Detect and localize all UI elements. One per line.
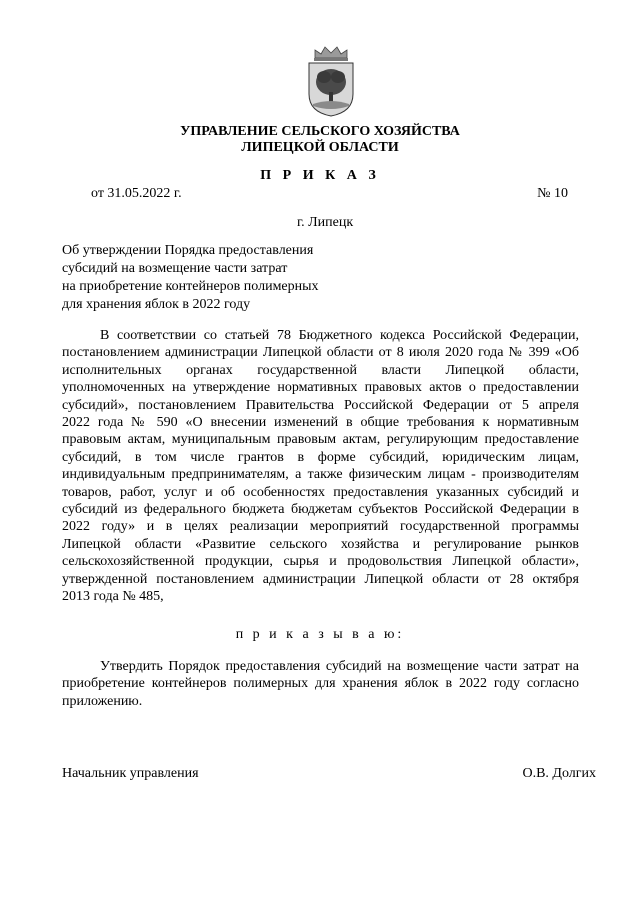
preamble-line: субсидий из федерального бюджета бюджетам субъектов Российской Федерации в: [62, 502, 579, 518]
order-date: от 31.05.2022 г.: [91, 186, 182, 201]
document-type: П Р И К А З: [260, 168, 380, 183]
order-number: № 10: [537, 186, 568, 201]
preamble-line: правовым актам, муниципальным правовым актам, регулирующим предоставление: [62, 432, 579, 448]
preamble-line: 2022 году» и в целях реализации мероприятий государственной программы: [62, 519, 579, 535]
signatory-name: О.В. Долгих: [522, 766, 596, 781]
resolution-line: приложению.: [62, 693, 143, 709]
resolution-line: приобретение контейнеров полимерных для хранения яблок в 2022 году согласно: [62, 676, 579, 692]
signatory-title: Начальник управления: [62, 766, 199, 781]
preamble-line: исполнительных органах государственной власти Липецкой области,: [62, 362, 579, 378]
preamble-line: товаров, работ, услуг и об особенностях предоставления указанных субсидий и: [62, 484, 579, 500]
preamble-paragraph: [62, 327, 579, 606]
preamble-line: 2013 года № 485,: [62, 589, 164, 605]
resolution-line: Утвердить Порядок предоставления субсидий на возмещение части затрат на: [100, 659, 579, 674]
lipetsk-coat-of-arms-icon: [303, 44, 359, 118]
subject-line: Об утверждении Порядка предоставления: [62, 243, 314, 258]
order-word: п р и к а з ы в а ю:: [235, 627, 405, 642]
preamble-line: субсидий», постановлением Правительства Российской Федерации от 5 апреля: [62, 397, 579, 413]
order-subject: [62, 242, 319, 314]
preamble-line: субсидий, в том числе грантов в форме субсидий, юридическим лицам,: [62, 449, 579, 465]
subject-line: на приобретение контейнеров полимерных: [62, 279, 319, 294]
agency-name-line-1: УПРАВЛЕНИЕ СЕЛЬСКОГО ХОЗЯЙСТВА: [180, 124, 460, 139]
preamble-line: утвержденной постановлением администрации Липецкой области от 28 октября: [62, 571, 579, 587]
preamble-line: 2022 года № 590 «О внесении изменений в общие требования к нормативным: [62, 415, 579, 431]
preamble-line: постановлением администрации Липецкой области от 8 июля 2020 года № 399 «Об: [62, 345, 579, 361]
resolution-paragraph: [62, 658, 579, 710]
agency-name-line-2: ЛИПЕЦКОЙ ОБЛАСТИ: [241, 140, 399, 155]
preamble-line: сельскохозяйственной продукции, сырья и продовольствия Липецкой области»,: [62, 554, 579, 570]
subject-line: для хранения яблок в 2022 году: [62, 297, 251, 312]
preamble-line: уполномоченных на утверждение нормативных правовых актов о предоставлении: [62, 380, 579, 396]
preamble-line: В соответствии со статьей 78 Бюджетного кодекса Российской Федерации,: [100, 328, 579, 343]
subject-line: субсидий на возмещение части затрат: [62, 261, 288, 276]
city-name: г. Липецк: [297, 215, 354, 230]
preamble-line: индивидуальным предпринимателям, а также физическим лицам - производителям: [62, 467, 579, 483]
preamble-line: Липецкой области «Развитие сельского хозяйства и регулирование рынков: [62, 536, 579, 552]
